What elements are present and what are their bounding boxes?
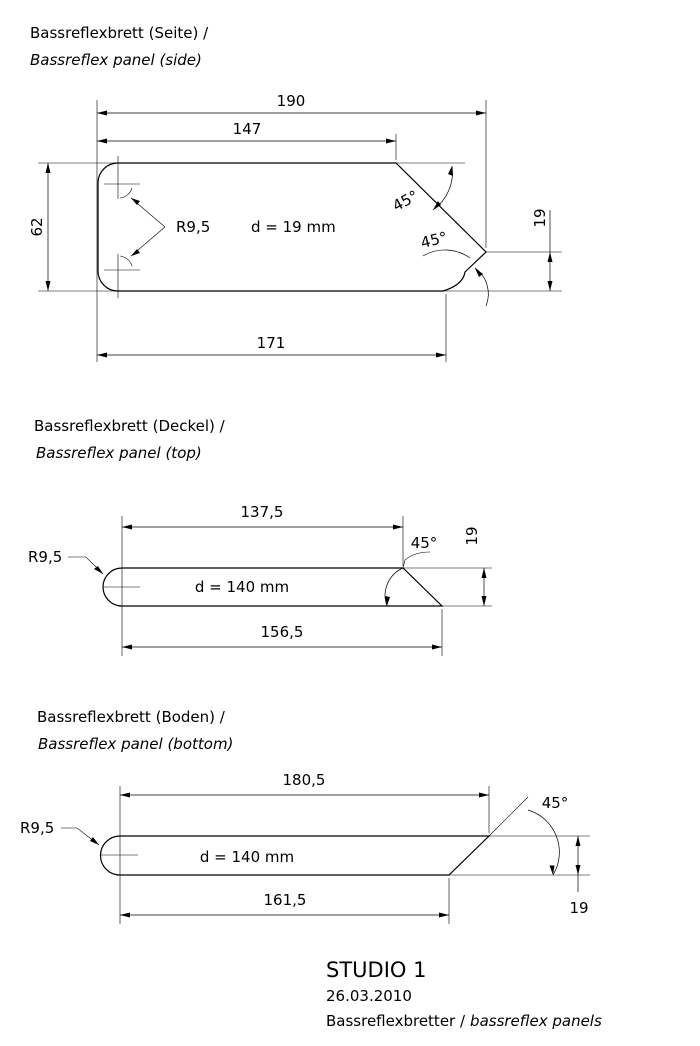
side-dimension-147 <box>97 139 396 144</box>
side-dim-total: 190 <box>276 92 306 110</box>
side-dimension-171 <box>97 353 446 358</box>
top-radius-label: R9,5 <box>28 548 63 566</box>
bottom-dim-lower: 161,5 <box>263 891 307 909</box>
bottom-thickness-label: d = 140 mm <box>199 848 295 866</box>
drawing-date: 26.03.2010 <box>326 987 412 1005</box>
caption-de: Bassreflexbretter / <box>326 1012 466 1030</box>
bottom-panel-outline <box>101 836 490 875</box>
side-dim-height: 62 <box>28 217 46 237</box>
project-title: STUDIO 1 <box>326 958 427 982</box>
bottom-dim-height: 19 <box>569 899 589 917</box>
top-title-en: Bassreflex panel (top) <box>36 444 202 462</box>
side-radius-leaders <box>131 198 165 256</box>
side-angle-lower: 45° <box>418 228 450 252</box>
top-title-de: Bassreflexbrett (Deckel) / <box>34 417 225 435</box>
bottom-radius-leader <box>61 828 99 845</box>
top-dimension-137-5 <box>122 525 403 530</box>
side-radius-label: R9,5 <box>176 218 211 236</box>
bottom-extension-lines <box>120 786 590 924</box>
top-dim-lower: 156,5 <box>260 623 304 641</box>
title-block <box>326 958 602 1030</box>
bottom-title-de: Bassreflexbrett (Boden) / <box>37 708 225 726</box>
side-dim-bottom: 171 <box>256 334 286 352</box>
side-dimension-190 <box>97 111 486 116</box>
top-radius-leader <box>68 557 103 574</box>
top-thickness-label: d = 140 mm <box>194 578 290 596</box>
side-radius-centermarks <box>104 156 140 298</box>
bottom-dimension-19 <box>576 836 581 892</box>
top-dimension-156-5 <box>122 645 442 650</box>
side-thickness-label: d = 19 mm <box>251 218 336 236</box>
side-title-de: Bassreflexbrett (Seite) / <box>30 24 209 42</box>
drawing-caption <box>326 1012 602 1030</box>
bottom-title-en: Bassreflex panel (bottom) <box>38 735 234 753</box>
bottom-dim-upper: 180,5 <box>282 771 326 789</box>
caption-en: bassreflex panels <box>470 1012 602 1030</box>
bottom-angle-arc <box>528 810 559 875</box>
top-dim-height: 19 <box>463 526 481 546</box>
top-dim-upper: 137,5 <box>240 503 284 521</box>
bottom-radius-label: R9,5 <box>20 819 55 837</box>
side-angle-upper: 45° <box>389 186 422 216</box>
bottom-angle: 45° <box>541 794 569 812</box>
top-angle-arc <box>385 552 430 606</box>
side-dim-tip: 19 <box>531 208 549 228</box>
side-title-en: Bassreflex panel (side) <box>30 51 202 69</box>
side-panel-view <box>28 24 562 362</box>
top-angle: 45° <box>410 534 438 552</box>
side-dim-top: 147 <box>232 120 262 138</box>
top-dimension-19 <box>482 568 487 606</box>
bottom-dimension-180-5 <box>120 793 489 798</box>
top-panel-view <box>28 417 492 656</box>
bottom-panel-view <box>20 708 590 924</box>
side-dimension-62 <box>46 163 51 291</box>
bottom-dimension-161-5 <box>120 913 449 918</box>
